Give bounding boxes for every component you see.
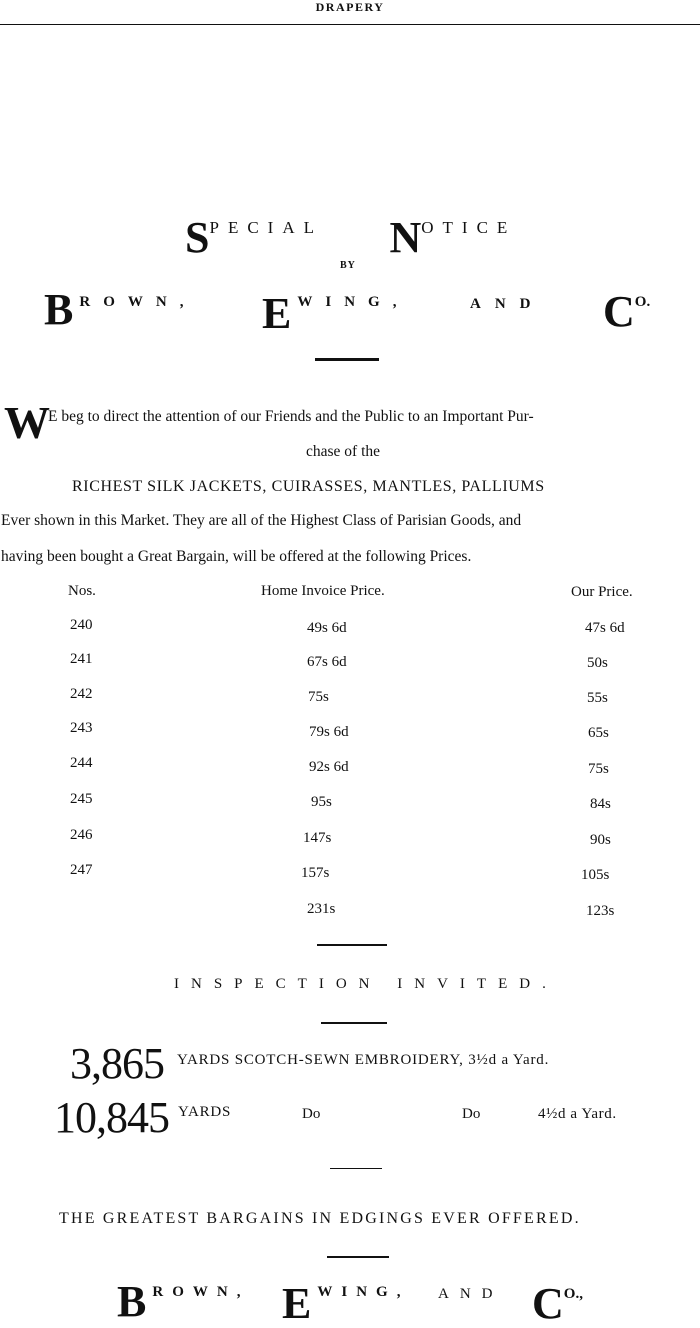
- row-3-home: 79s 6d: [309, 724, 349, 740]
- embroidery-do-1: Do: [302, 1106, 321, 1122]
- inspection-invited: INSPECTION INVITED.: [174, 976, 558, 992]
- intro-line-4: Ever shown in this Market. They are all of the Highest Class of Parisian Goods, and: [1, 512, 522, 529]
- intro-line-5: having been bought a Great Bargain, will be offered at the following Prices.: [1, 548, 472, 565]
- row-4-no: 244: [70, 755, 93, 771]
- row-6-home: 147s: [303, 830, 332, 846]
- table-header-home-price: Home Invoice Price.: [261, 583, 385, 599]
- divider-1: [315, 358, 379, 361]
- heading-by: BY: [340, 260, 356, 271]
- row-3-our: 65s: [588, 725, 609, 741]
- row-5-no: 245: [70, 791, 93, 807]
- intro-line-1: E beg to direct the attention of our Friends and the Public to an Important Pur-: [48, 408, 534, 425]
- firm-b-rest: ROWN,: [79, 294, 197, 310]
- special-initial: S: [185, 213, 210, 262]
- intro-line-2: chase of the: [306, 443, 381, 460]
- footer-b-rest: ROWN,: [152, 1284, 250, 1300]
- embroidery-yards-2: YARDS: [178, 1104, 232, 1120]
- row-7-home: 157s: [301, 865, 330, 881]
- embroidery-qty-1: 3,865: [70, 1039, 164, 1088]
- heading-special-notice: [185, 213, 517, 262]
- embroidery-qty-2: 10,845: [54, 1093, 169, 1142]
- firm-c-initial: C: [603, 287, 635, 336]
- footer-firm-e: [282, 1279, 410, 1328]
- footer-b-initial: B: [117, 1277, 147, 1326]
- row-4-our: 75s: [588, 761, 609, 777]
- footer-firm-b: [117, 1277, 250, 1326]
- divider-5: [327, 1256, 389, 1258]
- row-4-home: 92s 6d: [309, 759, 349, 775]
- row-2-no: 242: [70, 686, 93, 702]
- row-0-our: 47s 6d: [585, 620, 625, 636]
- row-6-no: 246: [70, 827, 93, 843]
- firm-and: AND: [470, 296, 545, 312]
- embroidery-price-2: 4½d a Yard.: [538, 1106, 617, 1122]
- notice-rest: OTICE: [421, 218, 517, 237]
- table-header-our-price: Our Price.: [571, 584, 633, 600]
- row-5-home: 95s: [311, 794, 332, 810]
- divider-4: [330, 1168, 382, 1169]
- divider-3: [321, 1022, 387, 1024]
- row-1-our: 50s: [587, 655, 608, 671]
- row-8-our: 123s: [586, 903, 615, 919]
- row-8-home: 231s: [307, 901, 336, 917]
- special-rest: PECIAL: [209, 218, 323, 237]
- firm-e: [262, 289, 410, 338]
- footer-e-initial: E: [282, 1279, 312, 1328]
- footer-c-initial: C: [532, 1279, 564, 1328]
- firm-e-initial: E: [262, 289, 292, 338]
- notice-initial: N: [389, 213, 422, 262]
- embroidery-do-2: Do: [462, 1106, 481, 1122]
- footer-firm-c: [532, 1279, 583, 1328]
- bargains-line: THE GREATEST BARGAINS IN EDGINGS EVER OFFERED.: [59, 1210, 581, 1227]
- row-1-no: 241: [70, 651, 93, 667]
- firm-b-initial: B: [44, 285, 74, 334]
- row-3-no: 243: [70, 720, 93, 736]
- footer-c-rest: O.,: [563, 1286, 583, 1302]
- row-1-home: 67s 6d: [307, 654, 347, 670]
- divider-2: [317, 944, 387, 946]
- row-5-our: 84s: [590, 796, 611, 812]
- header-rule: [0, 24, 700, 25]
- firm-e-rest: WING,: [297, 294, 410, 310]
- row-2-our: 55s: [587, 690, 608, 706]
- intro-dropcap: W: [4, 397, 50, 448]
- firm-c-rest: O.: [634, 294, 651, 310]
- footer-e-rest: WING,: [317, 1284, 410, 1300]
- footer-firm-and: AND: [438, 1286, 504, 1302]
- embroidery-text-1: YARDS SCOTCH-SEWN EMBROIDERY, 3½d a Yard.: [177, 1052, 550, 1068]
- firm-name: [44, 285, 197, 334]
- intro-items-line: RICHEST SILK JACKETS, CUIRASSES, MANTLES, PALLIUMS: [72, 478, 545, 495]
- row-0-home: 49s 6d: [307, 620, 347, 636]
- table-header-nos: Nos.: [68, 583, 96, 599]
- row-7-our: 105s: [581, 867, 610, 883]
- row-7-no: 247: [70, 862, 93, 878]
- row-6-our: 90s: [590, 832, 611, 848]
- row-0-no: 240: [70, 617, 93, 633]
- running-header: DRAPERY: [315, 0, 385, 14]
- firm-c: [603, 287, 651, 336]
- row-2-home: 75s: [308, 689, 329, 705]
